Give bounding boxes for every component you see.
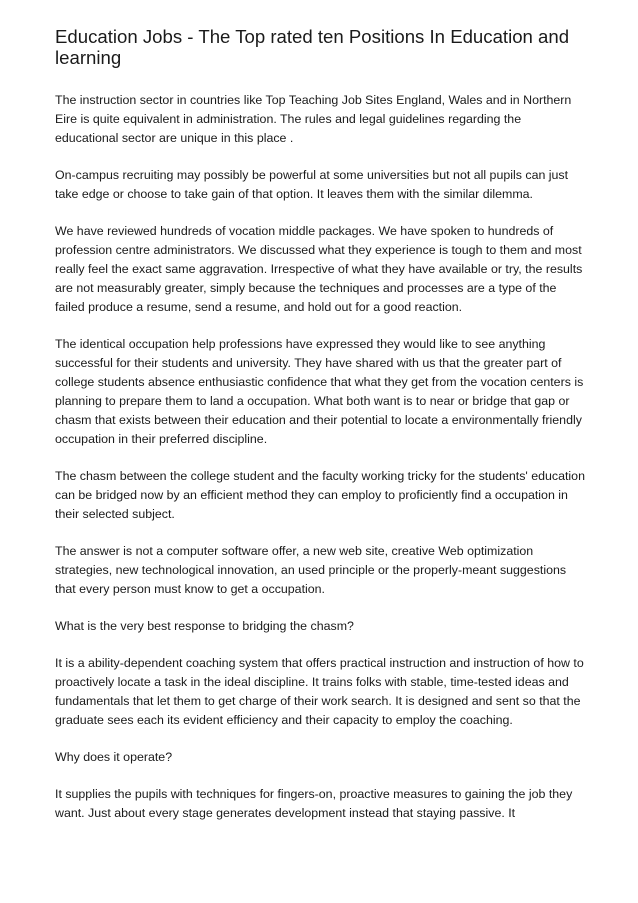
paragraph-5: The chasm between the college student and the faculty working tricky for the students' education can be bridged now by an efficient method they can employ to proficiently find a occupation in their selected subject.: [55, 469, 585, 521]
paragraph-8: It is a ability-dependent coaching system that offers practical instruction and instruction of how to proactively locate a task in the ideal discipline. It trains folks with stable, time-tested ideas and fundamentals that let them to get charge of their work search. It is designed and sent so that the graduate sees each its evident efficiency and their capacity to employ the coaching.: [55, 656, 584, 727]
paragraph-10: It supplies the pupils with techniques for fingers-on, proactive measures to gaining the job they want. Just about every stage generates development instead that staying passive. It: [55, 787, 573, 820]
paragraph-2: On-campus recruiting may possibly be powerful at some universities but not all pupils can just take edge or choose to take gain of that option. It leaves them with the similar dilemma.: [55, 168, 569, 201]
paragraph-4: The identical occupation help professions have expressed they would like to see anything successful for their students and university. They have shared with us that the greater part of college students absence enthusiastic confidence that what they get from the vocation centers is planning to prepare them to land a occupation. What both want is to near or bridge that gap or chasm that exists between their education and their potential to locate a environmentally friendly occupation in their preferred discipline.: [55, 337, 584, 446]
paragraph-3: We have reviewed hundreds of vocation middle packages. We have spoken to hundreds of profession centre administrators. We discussed what they experience is tough to them and most really feel the exact same aggravation. Irrespective of what they have available or try, the results are not measurably greater, simply because the techniques and processes are a type of the failed produce a resume, send a resume, and hold out for a good reaction.: [55, 224, 583, 314]
paragraph-1: The instruction sector in countries like Top Teaching Job Sites England, Wales and in Northern Eire is quite equivalent in administration. The rules and legal guidelines regarding the educational sector are unique in this place .: [55, 93, 572, 145]
document-page: [55, 26, 585, 841]
paragraph-7: What is the very best response to bridging the chasm?: [55, 619, 354, 633]
paragraph-6: The answer is not a computer software offer, a new web site, creative Web optimization strategies, new technological innovation, an used principle or the properly-meant suggestions that every person must know to get a occupation.: [55, 544, 567, 596]
document-title: Education Jobs - The Top rated ten Positions In Education and learning: [55, 26, 570, 68]
paragraph-9: Why does it operate?: [55, 750, 173, 764]
